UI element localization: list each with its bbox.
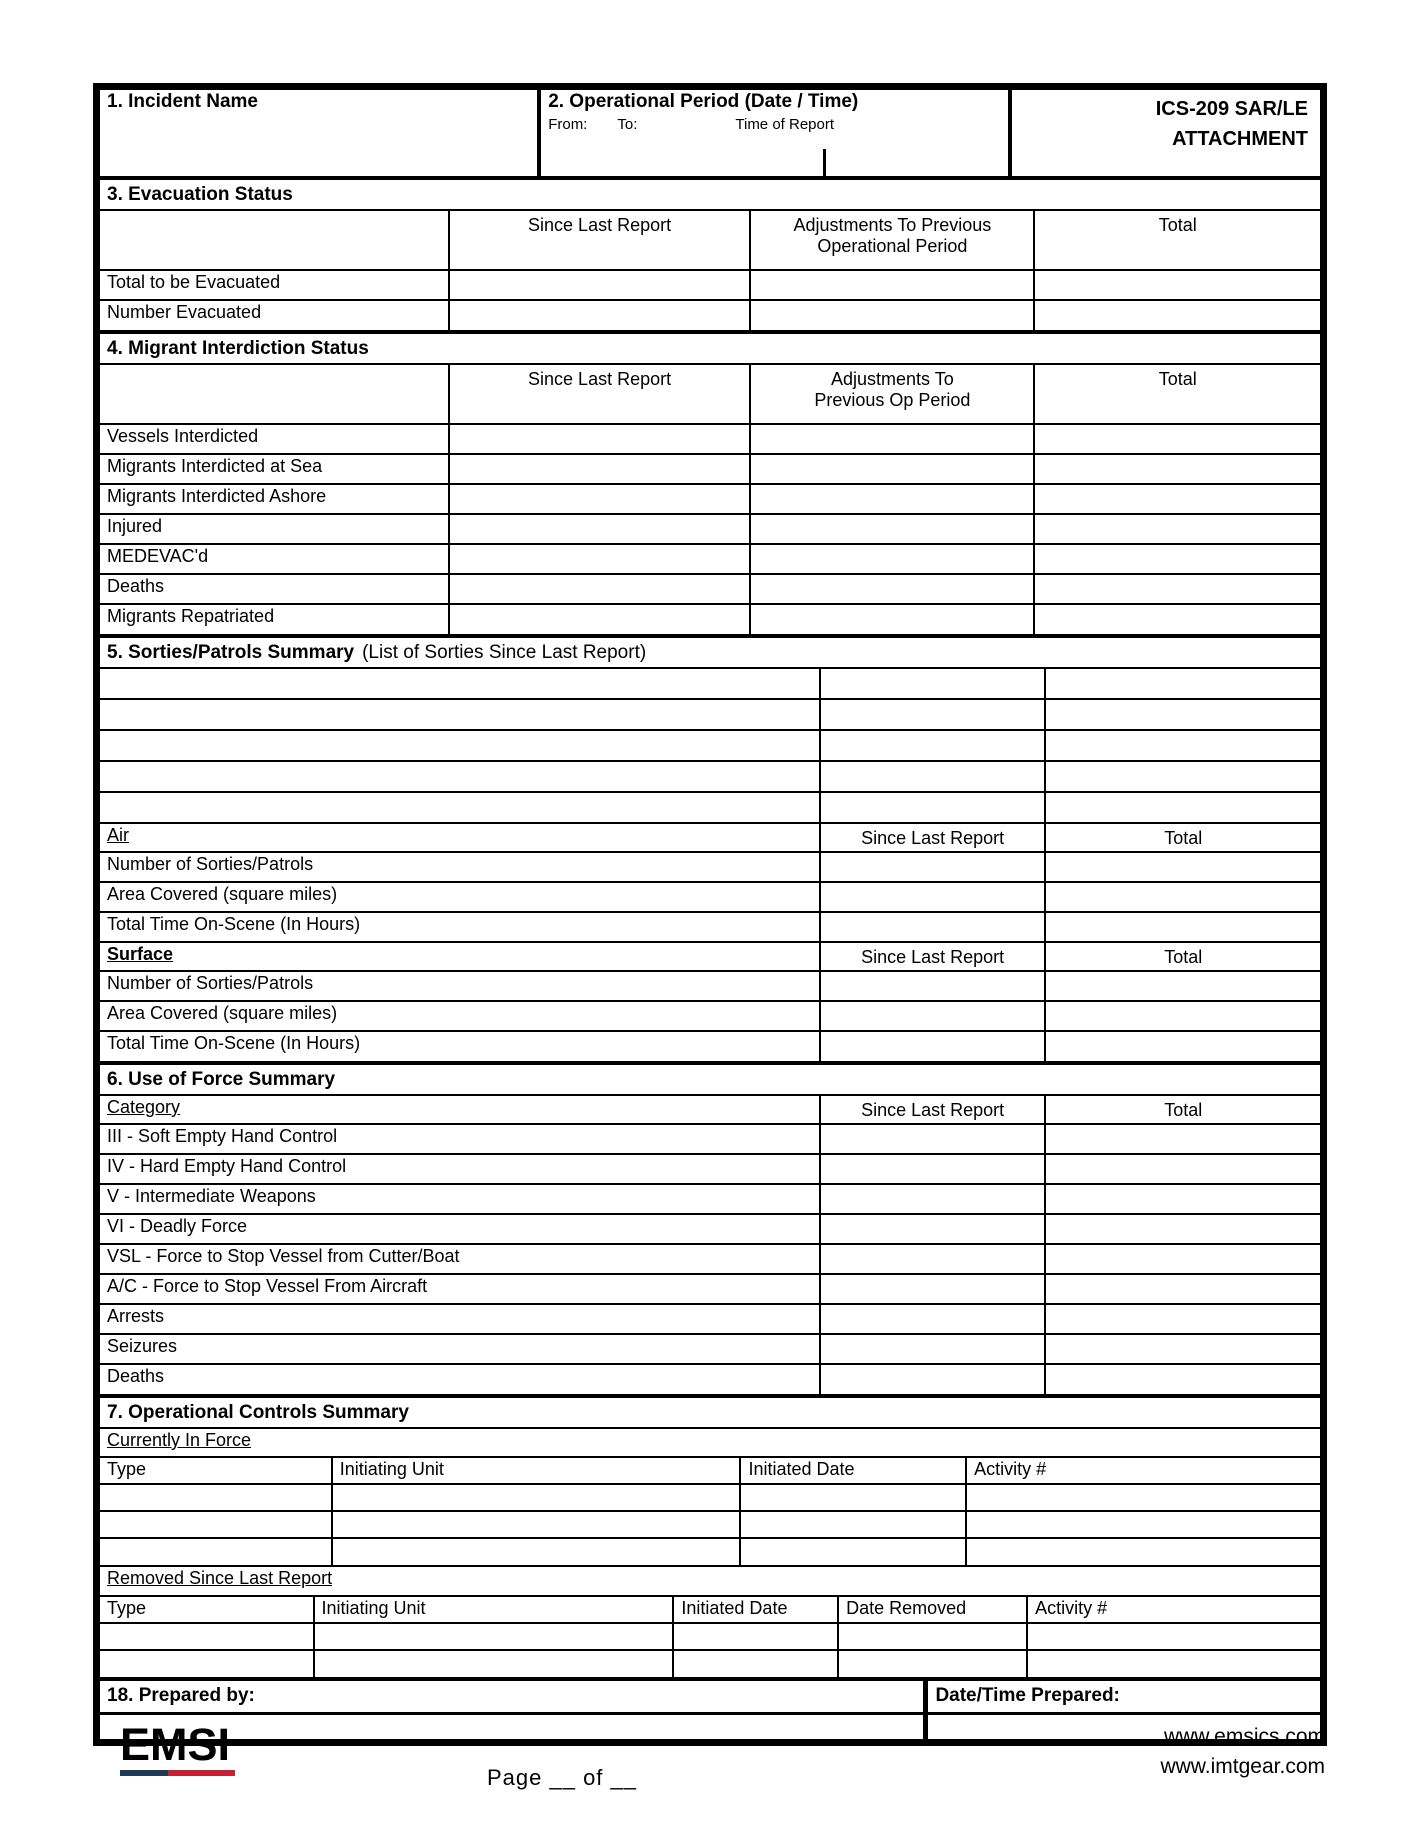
evacuation-status-title: 3. Evacuation Status: [100, 180, 1320, 210]
input-cell[interactable]: [449, 300, 750, 330]
input-cell[interactable]: [1045, 1244, 1320, 1274]
col-header-total: Total: [1034, 210, 1320, 270]
emsi-logo: [120, 1719, 238, 1776]
footer-divider: [98, 1712, 1325, 1715]
spacer-cell: [100, 210, 449, 270]
input-cell[interactable]: [740, 1511, 966, 1538]
input-cell[interactable]: [750, 424, 1034, 454]
operational-period-sublabels: [548, 116, 1001, 133]
input-cell[interactable]: [820, 668, 1046, 699]
input-cell[interactable]: [750, 454, 1034, 484]
row-label: Number of Sorties/Patrols: [100, 971, 820, 1001]
logo-bar-red: [168, 1770, 235, 1776]
input-cell[interactable]: [1045, 792, 1320, 823]
input-cell[interactable]: [820, 971, 1046, 1001]
form-id-line2: ATTACHMENT: [1172, 128, 1308, 150]
input-cell[interactable]: [1045, 1184, 1320, 1214]
evacuation-status-section: [100, 176, 1320, 330]
input-cell[interactable]: [820, 1214, 1046, 1244]
input-cell[interactable]: [1045, 761, 1320, 792]
input-cell[interactable]: [1045, 852, 1320, 882]
input-cell[interactable]: [820, 730, 1046, 761]
operational-controls-title: 7. Operational Controls Summary: [100, 1398, 1320, 1428]
input-cell[interactable]: [1027, 1650, 1320, 1677]
input-cell[interactable]: [1045, 1274, 1320, 1304]
ics-209-sarle-form: [93, 83, 1327, 1746]
surface-subsection-label: Surface: [100, 942, 820, 971]
input-cell[interactable]: [1045, 1334, 1320, 1364]
row-label: VSL - Force to Stop Vessel from Cutter/Boat: [100, 1244, 820, 1274]
col-header-initiating-unit: Initiating Unit: [314, 1596, 674, 1623]
prepared-by-label: 18. Prepared by:: [107, 1685, 255, 1706]
col-header-initiating-unit: Initiating Unit: [332, 1457, 741, 1484]
col-header-type: Type: [100, 1596, 314, 1623]
input-cell[interactable]: [740, 1538, 966, 1565]
row-label: Injured: [100, 514, 449, 544]
input-cell[interactable]: [1034, 424, 1320, 454]
sortie-list-cell[interactable]: [100, 699, 820, 730]
removed-since-last-report-label: Removed Since Last Report: [100, 1566, 1320, 1596]
col-header-date-removed: Date Removed: [838, 1596, 1027, 1623]
input-cell[interactable]: [1034, 454, 1320, 484]
input-cell[interactable]: [750, 544, 1034, 574]
col-header-initiated-date: Initiated Date: [740, 1457, 966, 1484]
row-label: Deaths: [100, 1364, 820, 1394]
row-label: III - Soft Empty Hand Control: [100, 1124, 820, 1154]
emsi-logo-text: EMSI: [120, 1719, 231, 1770]
row-label: Deaths: [100, 574, 449, 604]
sorties-patrols-section: [100, 634, 1320, 1061]
time-of-report-divider: [823, 149, 826, 176]
input-cell[interactable]: [673, 1623, 838, 1650]
input-cell[interactable]: [820, 852, 1046, 882]
input-cell[interactable]: [449, 544, 750, 574]
footer-websites: [1160, 1722, 1325, 1783]
input-cell[interactable]: [820, 792, 1046, 823]
input-cell[interactable]: [820, 1001, 1046, 1031]
input-cell[interactable]: [1045, 1001, 1320, 1031]
input-cell[interactable]: [332, 1484, 741, 1511]
col-header-total: Total: [1034, 364, 1320, 424]
col-header-total: Total: [1045, 823, 1320, 852]
row-label: Number of Sorties/Patrols: [100, 852, 820, 882]
input-cell[interactable]: [838, 1623, 1027, 1650]
currently-in-force-label: Currently In Force: [100, 1428, 1320, 1457]
input-cell[interactable]: [1045, 1214, 1320, 1244]
use-of-force-title: 6. Use of Force Summary: [100, 1065, 1320, 1095]
migrant-interdiction-section: [100, 330, 1320, 634]
input-cell[interactable]: [1034, 300, 1320, 330]
row-label: MEDEVAC'd: [100, 544, 449, 574]
input-cell[interactable]: [100, 1538, 332, 1565]
input-cell[interactable]: [449, 514, 750, 544]
input-cell[interactable]: [1034, 544, 1320, 574]
input-cell[interactable]: [750, 514, 1034, 544]
form-id-cell: [1010, 90, 1320, 176]
input-cell[interactable]: [449, 454, 750, 484]
operational-controls-section: [100, 1394, 1320, 1677]
input-cell[interactable]: [673, 1650, 838, 1677]
input-cell[interactable]: [838, 1650, 1027, 1677]
input-cell[interactable]: [1045, 668, 1320, 699]
input-cell[interactable]: [1034, 484, 1320, 514]
input-cell[interactable]: [820, 1244, 1046, 1274]
input-cell[interactable]: [820, 1124, 1046, 1154]
row-label: Area Covered (square miles): [100, 882, 820, 912]
air-subsection-label: Air: [100, 823, 820, 852]
input-cell[interactable]: [966, 1484, 1320, 1511]
input-cell[interactable]: [1045, 912, 1320, 942]
col-header-total: Total: [1045, 1095, 1320, 1124]
page-number-text: Page __ of __: [487, 1765, 638, 1790]
input-cell[interactable]: [820, 761, 1046, 792]
input-cell[interactable]: [1034, 604, 1320, 634]
input-cell[interactable]: [314, 1623, 674, 1650]
row-label: Seizures: [100, 1334, 820, 1364]
input-cell[interactable]: [332, 1511, 741, 1538]
row-label: VI - Deadly Force: [100, 1214, 820, 1244]
col-header-activity-number: Activity #: [1027, 1596, 1320, 1623]
row-label: A/C - Force to Stop Vessel From Aircraft: [100, 1274, 820, 1304]
input-cell[interactable]: [449, 484, 750, 514]
input-cell[interactable]: [820, 912, 1046, 942]
input-cell[interactable]: [1034, 574, 1320, 604]
col-header-total: Total: [1045, 942, 1320, 971]
row-label: IV - Hard Empty Hand Control: [100, 1154, 820, 1184]
datetime-prepared-label: Date/Time Prepared:: [935, 1685, 1120, 1706]
input-cell[interactable]: [820, 1154, 1046, 1184]
input-cell[interactable]: [1034, 270, 1320, 300]
col-header-initiated-date: Initiated Date: [673, 1596, 838, 1623]
input-cell[interactable]: [750, 574, 1034, 604]
input-cell[interactable]: [1045, 1031, 1320, 1061]
col-header-activity-number: Activity #: [966, 1457, 1320, 1484]
input-cell[interactable]: [449, 574, 750, 604]
row-label: Total Time On-Scene (In Hours): [100, 1031, 820, 1061]
input-cell[interactable]: [1045, 1304, 1320, 1334]
input-cell[interactable]: [1034, 514, 1320, 544]
input-cell[interactable]: [820, 1304, 1046, 1334]
row-label: Vessels Interdicted: [100, 424, 449, 454]
col-header-since-last-report: Since Last Report: [820, 823, 1046, 852]
col-header-since-last-report: Since Last Report: [820, 942, 1046, 971]
input-cell[interactable]: [449, 424, 750, 454]
input-cell[interactable]: [820, 882, 1046, 912]
row-label: Migrants Repatriated: [100, 604, 449, 634]
input-cell[interactable]: [820, 1031, 1046, 1061]
website-imtgear: www.imtgear.com: [1160, 1755, 1325, 1779]
row-label: Area Covered (square miles): [100, 1001, 820, 1031]
input-cell[interactable]: [332, 1538, 741, 1565]
sortie-list-cell[interactable]: [100, 761, 820, 792]
input-cell[interactable]: [100, 1484, 332, 1511]
incident-name-label: 1. Incident Name: [107, 91, 258, 112]
use-of-force-section: [100, 1061, 1320, 1394]
input-cell[interactable]: [750, 604, 1034, 634]
input-cell[interactable]: [1045, 1154, 1320, 1184]
input-cell[interactable]: [100, 1511, 332, 1538]
input-cell[interactable]: [966, 1511, 1320, 1538]
input-cell[interactable]: [820, 1184, 1046, 1214]
input-cell[interactable]: [1027, 1623, 1320, 1650]
input-cell[interactable]: [100, 1623, 314, 1650]
row-label: Arrests: [100, 1304, 820, 1334]
row-label: Total to be Evacuated: [100, 270, 449, 300]
input-cell[interactable]: [1045, 971, 1320, 1001]
prepared-by-section: [100, 1677, 1320, 1739]
from-label: From:: [548, 116, 588, 133]
migrant-interdiction-title: 4. Migrant Interdiction Status: [100, 334, 1320, 364]
input-cell[interactable]: [1045, 730, 1320, 761]
input-cell[interactable]: [820, 1274, 1046, 1304]
spacer-cell: [100, 364, 449, 424]
input-cell[interactable]: [740, 1484, 966, 1511]
input-cell[interactable]: [1045, 1364, 1320, 1394]
col-header-since-last-report: Since Last Report: [449, 364, 750, 424]
input-cell[interactable]: [314, 1650, 674, 1677]
sortie-list-cell[interactable]: [100, 730, 820, 761]
col-header-since-last-report: Since Last Report: [820, 1095, 1046, 1124]
time-of-report-label: Time of Report: [735, 116, 835, 133]
row-label: Total Time On-Scene (In Hours): [100, 912, 820, 942]
col-header-type: Type: [100, 1457, 332, 1484]
input-cell[interactable]: [750, 484, 1034, 514]
col-header-adjustments: Adjustments To Previous Op Period: [750, 364, 1034, 424]
logo-bar-blue: [120, 1770, 168, 1776]
input-cell[interactable]: [820, 1364, 1046, 1394]
input-cell[interactable]: [820, 1334, 1046, 1364]
row-label: Migrants Interdicted at Sea: [100, 454, 449, 484]
incident-name-cell[interactable]: [100, 90, 539, 176]
input-cell[interactable]: [449, 270, 750, 300]
col-header-adjustments: Adjustments To Previous Operational Period: [750, 210, 1034, 270]
category-label: Category: [100, 1095, 820, 1124]
input-cell[interactable]: [100, 1650, 314, 1677]
form-id-line1: ICS-209 SAR/LE: [1155, 98, 1308, 120]
input-cell[interactable]: [1045, 699, 1320, 730]
emsi-logo-bar: [120, 1770, 235, 1776]
header-section: [100, 90, 1320, 176]
to-label: To:: [617, 116, 638, 133]
sortie-list-cell[interactable]: [100, 668, 820, 699]
input-cell[interactable]: [1045, 882, 1320, 912]
sortie-list-cell[interactable]: [100, 792, 820, 823]
row-label: Number Evacuated: [100, 300, 449, 330]
row-label: V - Intermediate Weapons: [100, 1184, 820, 1214]
input-cell[interactable]: [750, 300, 1034, 330]
input-cell[interactable]: [449, 604, 750, 634]
sorties-patrols-title: 5. Sorties/Patrols Summary (List of Sorties Since Last Report): [100, 638, 1320, 668]
website-emsics: www.emsics.com: [1163, 1725, 1325, 1748]
input-cell[interactable]: [966, 1538, 1320, 1565]
input-cell[interactable]: [1045, 1124, 1320, 1154]
row-label: Migrants Interdicted Ashore: [100, 484, 449, 514]
operational-period-label: 2. Operational Period (Date / Time): [548, 91, 859, 112]
col-header-since-last-report: Since Last Report: [449, 210, 750, 270]
operational-period-cell[interactable]: [539, 90, 1010, 176]
input-cell[interactable]: [750, 270, 1034, 300]
input-cell[interactable]: [820, 699, 1046, 730]
